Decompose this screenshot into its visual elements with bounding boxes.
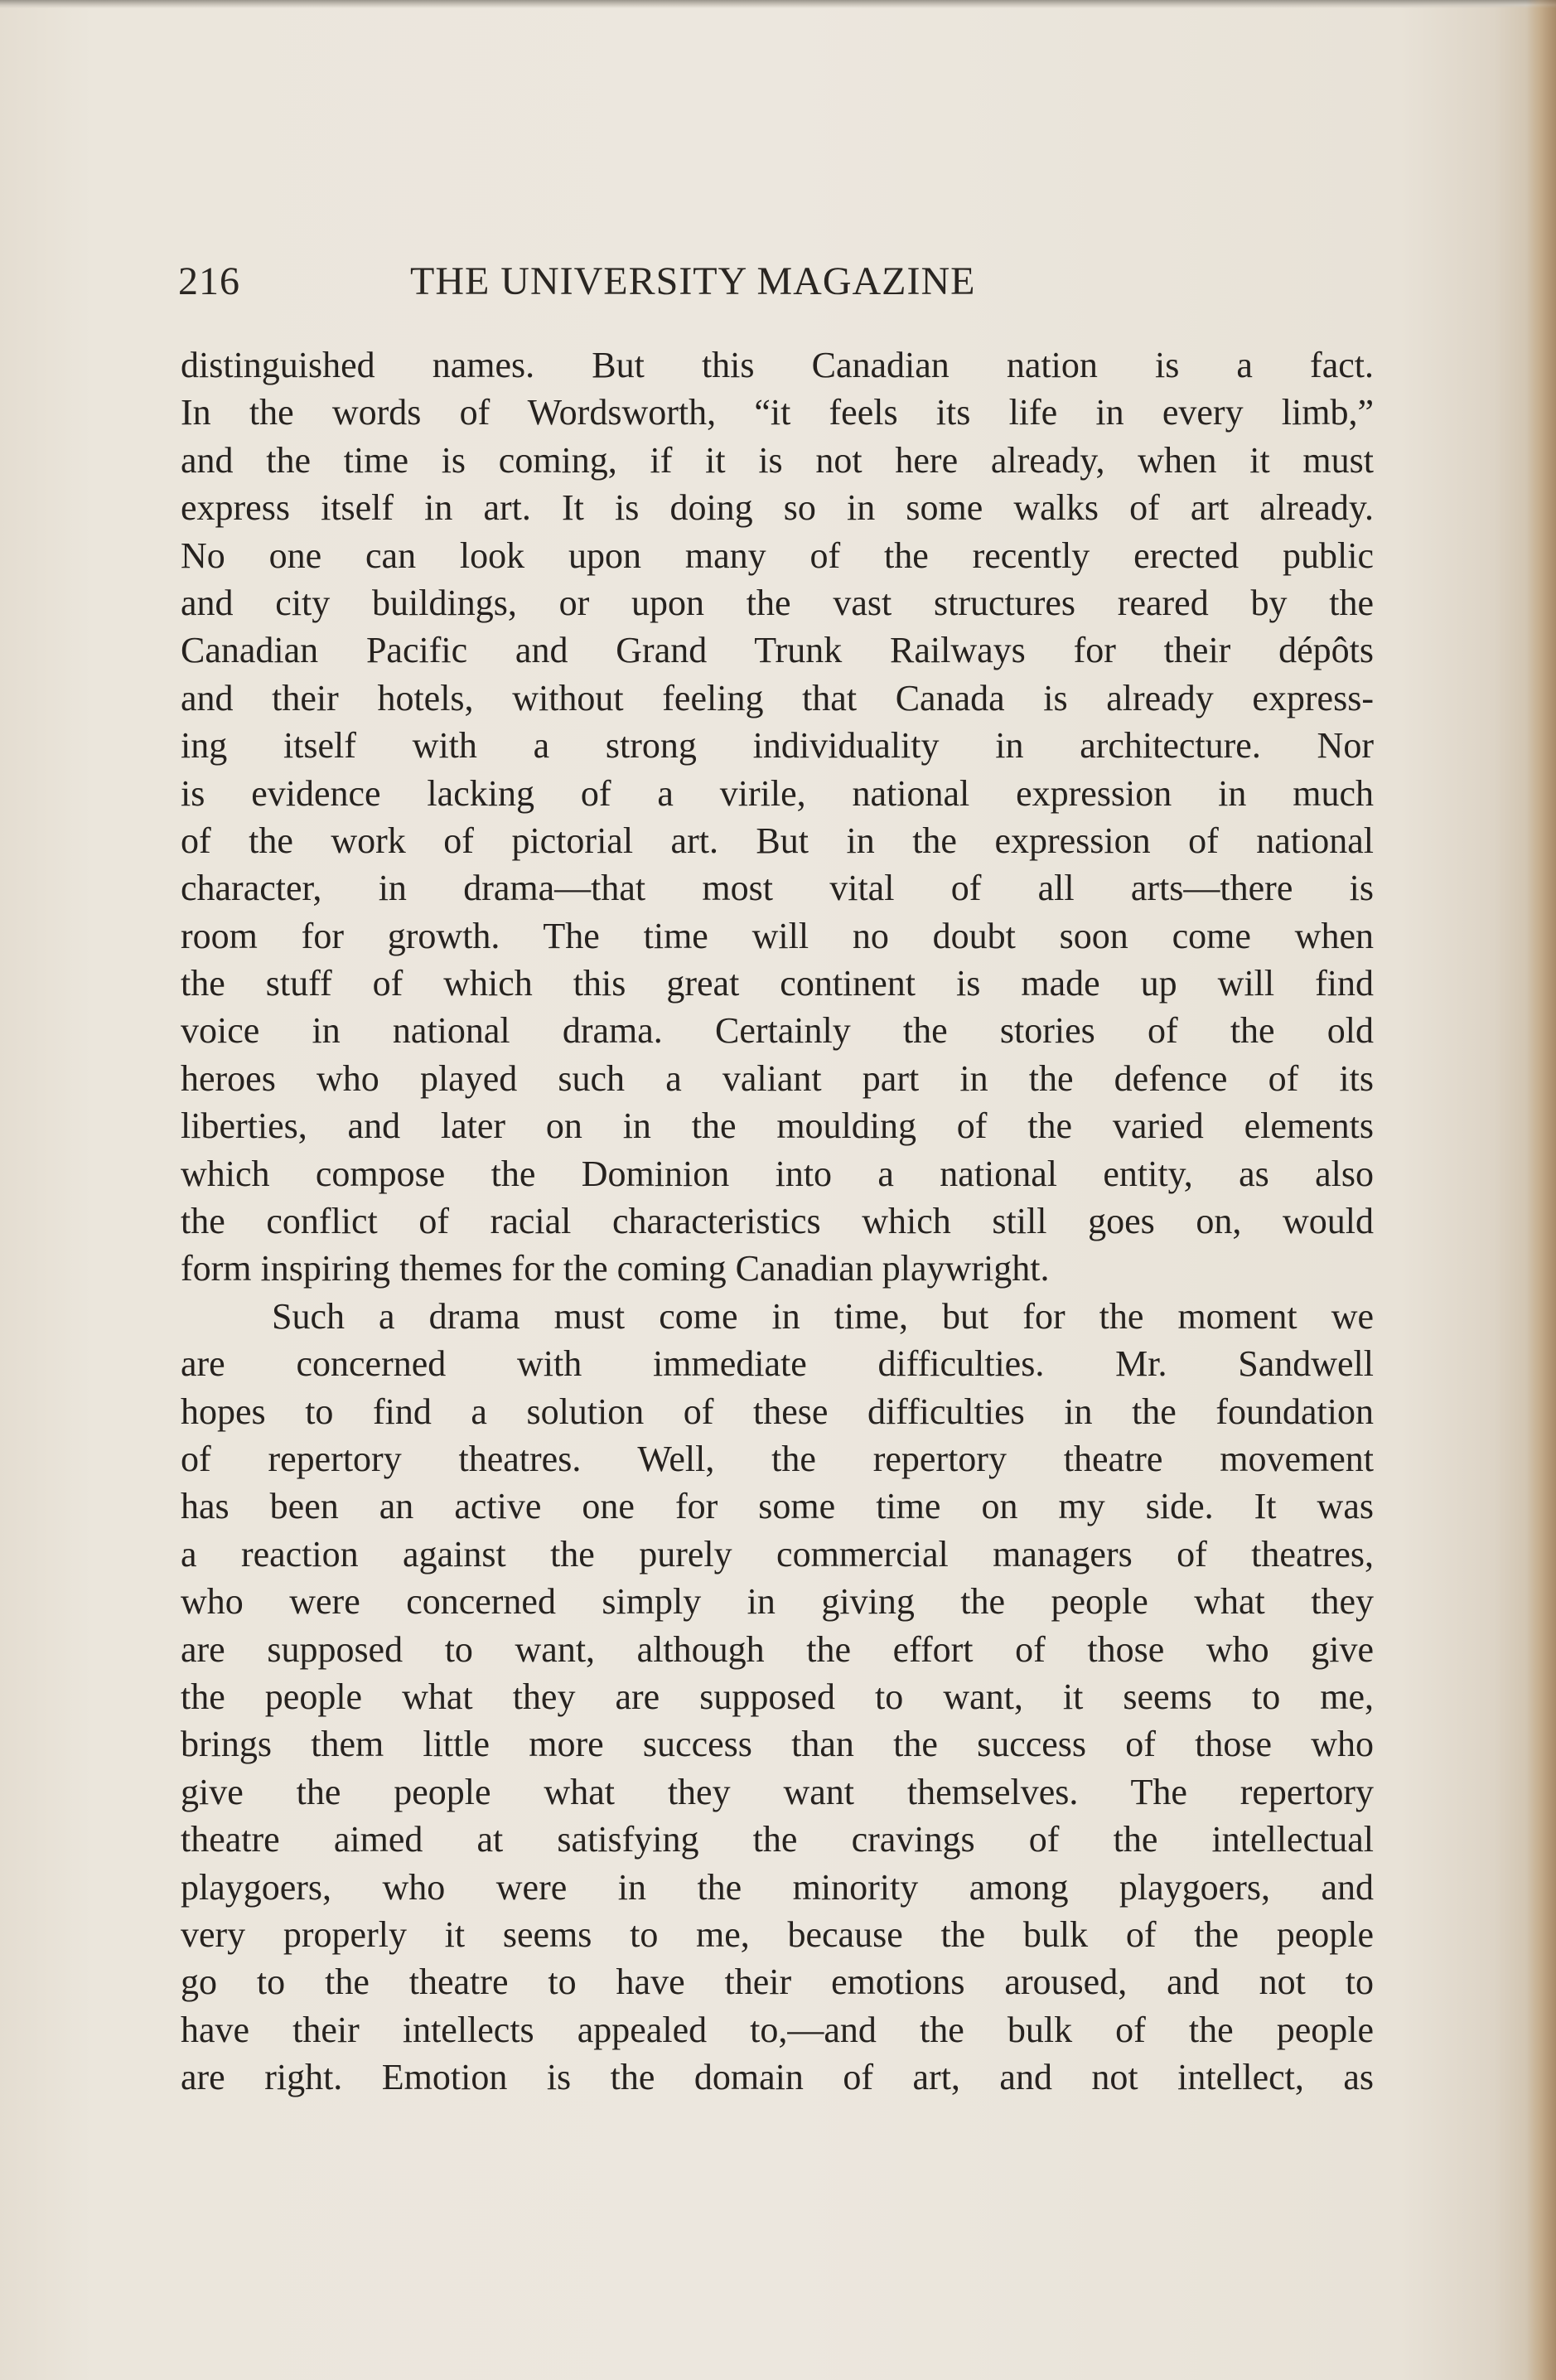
text-line: has been an active one for some time on my side. It was: [181, 1486, 1374, 1527]
text-line: and their hotels, without feeling that Canada is already express-: [181, 677, 1374, 718]
text-line: theatre aimed at satisfying the cravings of the intellectual: [181, 1819, 1374, 1860]
text-line: No one can look upon many of the recently erected public: [181, 535, 1374, 576]
text-line: distinguished names. But this Canadian nation is a fact.: [181, 345, 1374, 385]
text-line: In the words of Wordsworth, “it feels its life in every limb,”: [181, 392, 1374, 433]
text-line: the stuff of which this great continent is made up will find: [181, 963, 1374, 1004]
paragraph-end-line: form inspiring themes for the coming Canadian playwright.: [181, 1248, 1050, 1289]
text-line: are supposed to want, although the effort of those who give: [181, 1628, 1374, 1670]
text-line: is evidence lacking of a virile, national expression in much: [181, 772, 1374, 814]
text-line: a reaction against the purely commercial managers of theatres,: [181, 1533, 1374, 1575]
text-line: have their intellects appealed to,—and the bulk of the people: [181, 2009, 1374, 2050]
running-head: [178, 253, 1421, 311]
text-line: very properly it seems to me, because the bulk of the people: [181, 1913, 1374, 1955]
page-top-edge: [0, 0, 1556, 8]
text-line: express itself in art. It is doing so in some walks of art already.: [181, 487, 1374, 529]
text-line: the conflict of racial characteristics which still goes on, would: [181, 1201, 1374, 1242]
body-text: [181, 341, 1374, 2101]
text-line: are right. Emotion is the domain of art, and not intellect, as: [181, 2057, 1374, 2098]
text-line: heroes who played such a valiant part in the defence of its: [181, 1057, 1374, 1099]
text-line: brings them little more success than the success of those who: [181, 1724, 1374, 1765]
text-line: ing itself with a strong individuality in architecture. Nor: [181, 725, 1374, 767]
text-line: voice in national drama. Certainly the stories of the old: [181, 1010, 1374, 1052]
paragraph-start-line: Such a drama must come in time, but for the moment we: [272, 1295, 1374, 1337]
text-line: Canadian Pacific and Grand Trunk Railways for their dépôts: [181, 630, 1374, 671]
text-line: liberties, and later on in the moulding of the varied elements: [181, 1105, 1374, 1147]
text-line: and the time is coming, if it is not here already, when it must: [181, 439, 1374, 481]
text-line: are concerned with immediate difficulties. Mr. Sandwell: [181, 1343, 1374, 1385]
text-line: of repertory theatres. Well, the repertory theatre movement: [181, 1438, 1374, 1479]
text-line: hopes to find a solution of these difficulties in the foundation: [181, 1391, 1374, 1432]
text-line: character, in drama—that most vital of all arts—there is: [181, 868, 1374, 909]
page-number: 216: [178, 259, 240, 303]
text-line: which compose the Dominion into a national entity, as also: [181, 1153, 1374, 1194]
magazine-title: THE UNIVERSITY MAGAZINE: [410, 259, 976, 303]
spine-shadow: [1526, 0, 1556, 2380]
text-line: give the people what they want themselves. The repertory: [181, 1771, 1374, 1812]
text-line: of the work of pictorial art. But in the expression of national: [181, 820, 1374, 861]
text-line: the people what they are supposed to want, it seems to me,: [181, 1676, 1374, 1717]
text-line: room for growth. The time will no doubt soon come when: [181, 915, 1374, 956]
text-line: who were concerned simply in giving the people what they: [181, 1581, 1374, 1623]
text-line: and city buildings, or upon the vast structures reared by the: [181, 582, 1374, 623]
text-line: go to the theatre to have their emotions aroused, and not to: [181, 1962, 1374, 2003]
text-line: playgoers, who were in the minority among playgoers, and: [181, 1866, 1374, 1908]
